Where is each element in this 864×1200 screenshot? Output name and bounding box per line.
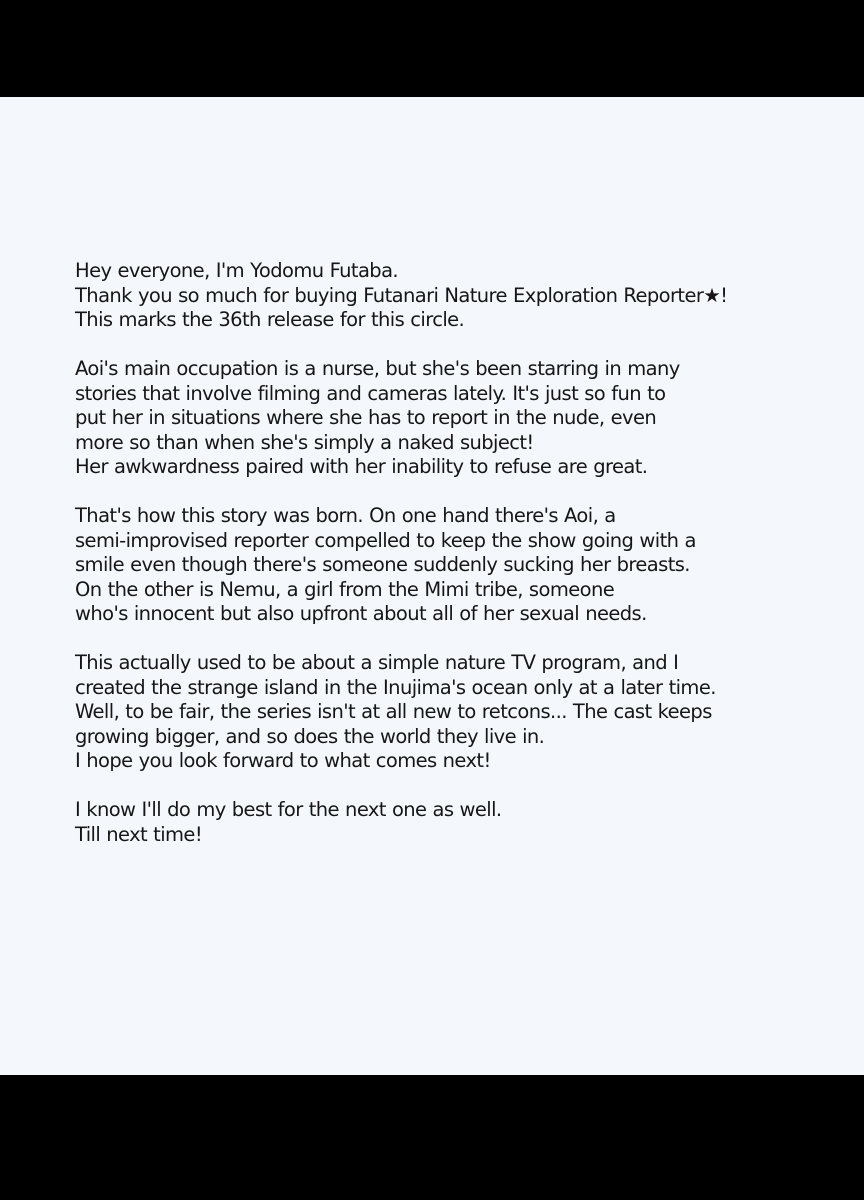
text-line: Well, to be fair, the series isn't at all new to retcons... The cast keeps xyxy=(75,700,712,723)
text-line: I hope you look forward to what comes next! xyxy=(75,749,491,772)
text-line: This marks the 36th release for this circle. xyxy=(75,308,465,331)
paragraph-story xyxy=(75,504,835,627)
text-line: growing bigger, and so does the world they live in. xyxy=(75,724,545,748)
text-line: On the other is Nemu, a girl from the Mimi tribe, someone xyxy=(75,577,615,601)
afterword-text xyxy=(75,259,835,872)
text-line: This actually used to be about a simple nature TV program, and I xyxy=(75,651,679,674)
paragraph-origin xyxy=(75,651,835,774)
text-line: more so than when she's simply a naked subject! xyxy=(75,430,534,454)
paragraph-greeting xyxy=(75,259,835,333)
text-line: put her in situations where she has to report in the nude, even xyxy=(75,406,657,429)
text-line: Hey everyone, I'm Yodomu Futaba. xyxy=(75,259,399,282)
afterword-page xyxy=(0,97,864,1075)
text-line: smile even though there's someone suddenly sucking her breasts. xyxy=(75,553,690,576)
paragraph-closing xyxy=(75,798,835,847)
text-line: who's innocent but also upfront about all of her sexual needs. xyxy=(75,602,647,625)
text-line: created the strange island in the Inujima's ocean only at a later time. xyxy=(75,675,716,699)
text-line: I know I'll do my best for the next one as well. xyxy=(75,798,502,821)
text-line: Thank you so much for buying Futanari Nature Exploration Reporter★! xyxy=(75,283,728,307)
text-line: Aoi's main occupation is a nurse, but she's been starring in many xyxy=(75,357,680,380)
text-line: Her awkwardness paired with her inability to refuse are great. xyxy=(75,455,648,478)
paragraph-aoi xyxy=(75,357,835,480)
text-line: That's how this story was born. On one hand there's Aoi, a xyxy=(75,504,616,527)
text-line: semi-improvised reporter compelled to keep the show going with a xyxy=(75,528,696,552)
text-line: Till next time! xyxy=(75,822,203,846)
text-line: stories that involve filming and cameras lately. It's just so fun to xyxy=(75,381,666,405)
